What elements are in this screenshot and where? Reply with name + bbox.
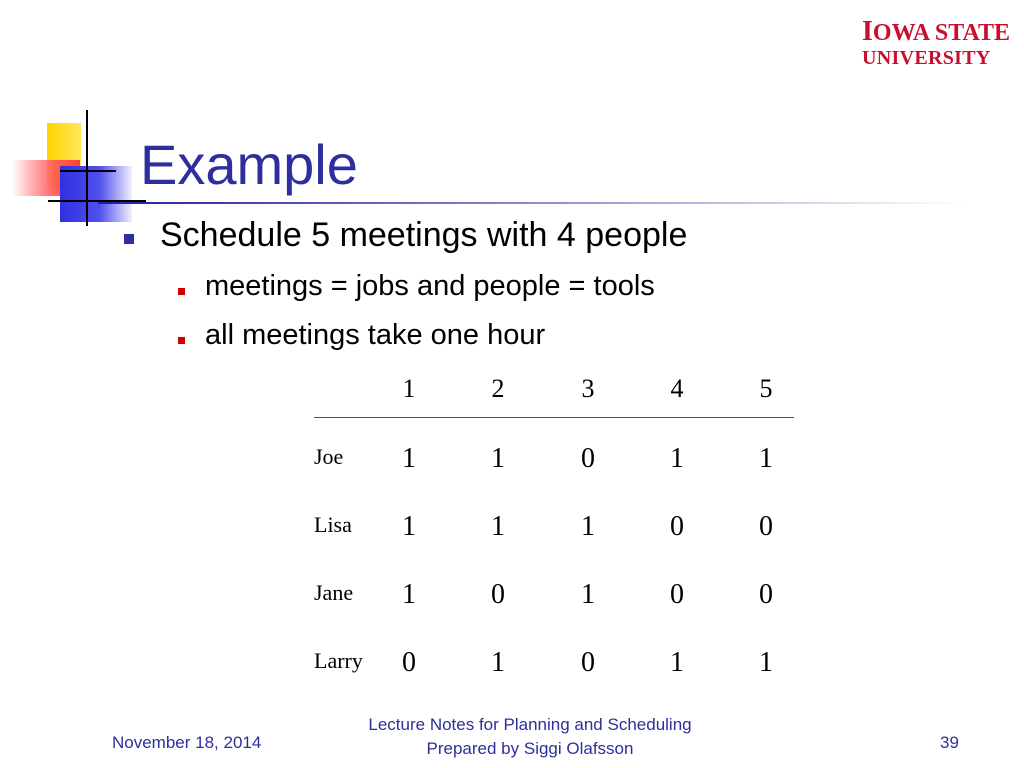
university-logo [862, 18, 1010, 68]
table-cell: 1 [491, 511, 505, 542]
table-cell: 0 [759, 511, 773, 542]
table-cell: 1 [581, 579, 595, 610]
logo-line-1-rest: OWA STATE [872, 20, 1011, 46]
table-cell: 0 [491, 579, 505, 610]
table-cell: 0 [759, 579, 773, 610]
sub-bullet-one-hour: all meetings take one hour [205, 319, 546, 351]
footer-date: November 18, 2014 [112, 733, 262, 752]
row-label-larry: Larry [314, 648, 363, 673]
table-cell: 1 [491, 647, 505, 678]
table-header-rule [314, 417, 794, 418]
table-cell: 0 [670, 511, 684, 542]
logo-initial: I [862, 16, 873, 47]
table-cell: 1 [670, 647, 684, 678]
footer-author: Prepared by Siggi Olafsson [426, 739, 634, 758]
table-cell: 0 [581, 443, 595, 474]
table-cell: 1 [402, 511, 416, 542]
slide-title: Example [140, 133, 358, 196]
footer-course-title: Lecture Notes for Planning and Scheduling [368, 715, 692, 734]
table-cell: 1 [581, 511, 595, 542]
column-header: 3 [581, 374, 595, 403]
bullet-main: Schedule 5 meetings with 4 people [160, 216, 688, 254]
table-cell: 0 [402, 647, 416, 678]
page-number: 39 [940, 733, 959, 752]
row-label-joe: Joe [314, 444, 344, 469]
column-header: 4 [670, 374, 684, 403]
table-cell: 1 [670, 443, 684, 474]
table-cell: 0 [581, 647, 595, 678]
sub-bullet-jobs-tools: meetings = jobs and people = tools [205, 270, 655, 302]
row-label-lisa: Lisa [314, 512, 352, 537]
decor-blue-square [60, 166, 132, 222]
table-cell: 0 [670, 579, 684, 610]
sub-bullet-marker [178, 288, 185, 295]
title-underline [98, 202, 968, 204]
decor-horizontal-line-2 [60, 170, 116, 172]
footer-course-info [330, 713, 730, 761]
column-header: 5 [759, 374, 773, 403]
table-cell: 1 [759, 647, 773, 678]
logo-line-2: UNIVERSITY [862, 47, 991, 69]
decor-vertical-line [86, 110, 88, 226]
table-cell: 1 [759, 443, 773, 474]
row-label-jane: Jane [314, 580, 354, 605]
table-cell: 1 [491, 443, 505, 474]
column-header: 2 [491, 374, 505, 403]
logo-line-1 [862, 18, 1010, 46]
table-cell: 1 [402, 443, 416, 474]
bullet-marker [124, 234, 134, 244]
sub-bullet-marker [178, 337, 185, 344]
column-header: 1 [402, 374, 416, 403]
table-cell: 1 [402, 579, 416, 610]
